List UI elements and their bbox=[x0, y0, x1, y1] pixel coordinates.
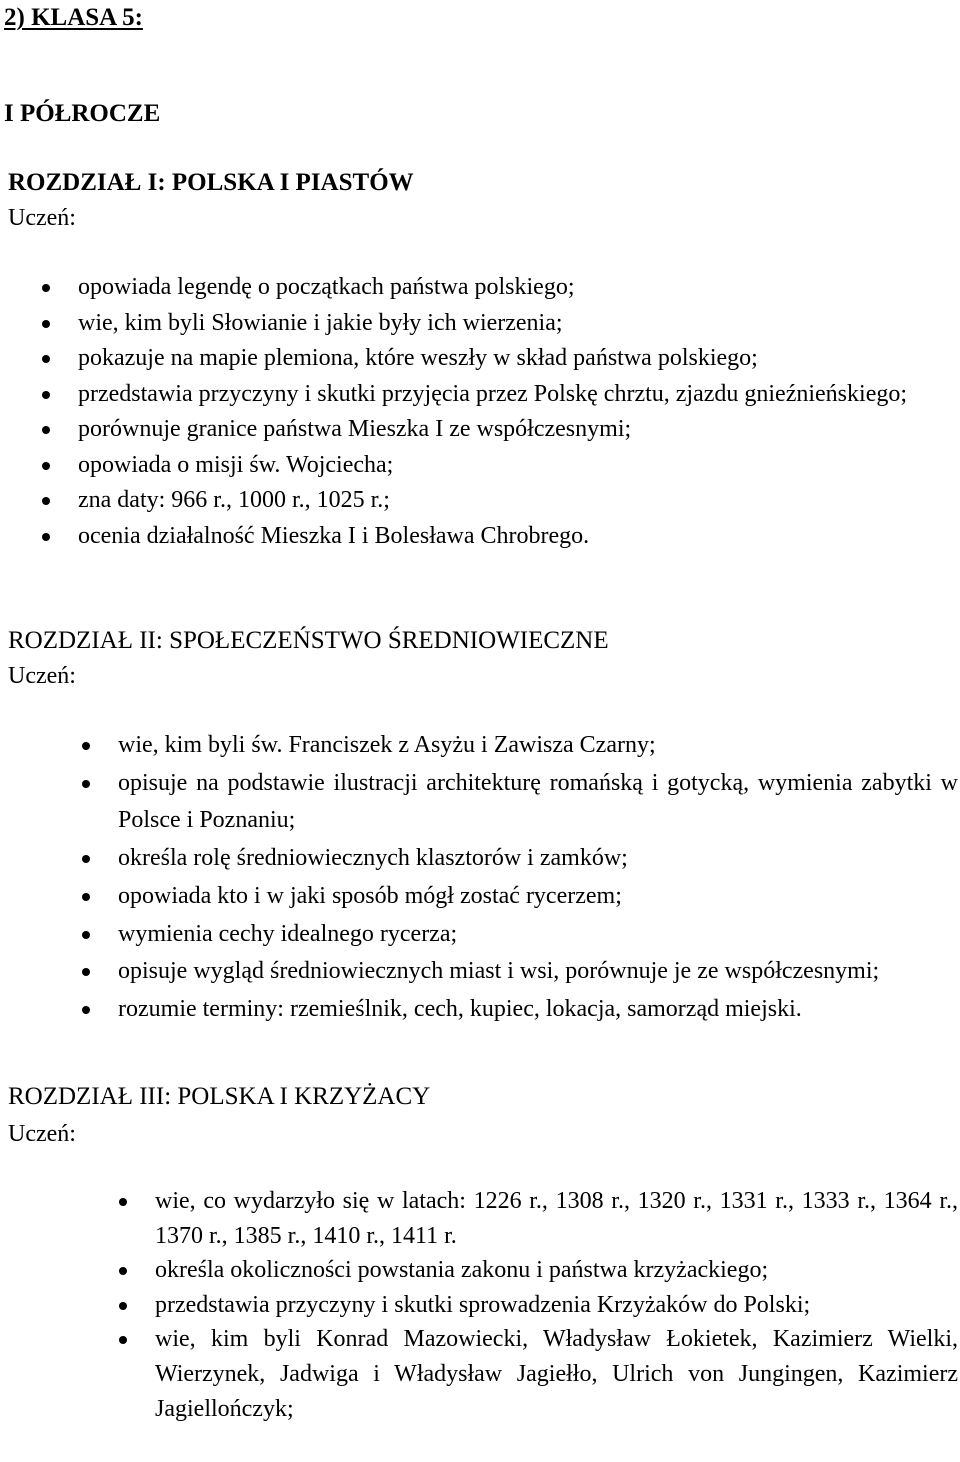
list-item: wie, kim byli Słowianie i jakie były ich wierzenia; bbox=[78, 306, 958, 342]
list-item: wie, co wydarzyło się w latach: 1226 r., 1308 r., 1320 r., 1331 r., 1333 r., 1364 r., 1370 r., 1385 r., 1410 r., 1411 r. bbox=[155, 1184, 958, 1253]
list-item: wie, kim byli św. Franciszek z Asyżu i Zawisza Czarny; bbox=[118, 727, 958, 765]
list-item: rozumie terminy: rzemieślnik, cech, kupiec, lokacja, samorząd miejski. bbox=[118, 991, 958, 1029]
list-item: opowiada o misji św. Wojciecha; bbox=[78, 448, 958, 484]
list-item: wie, kim byli Konrad Mazowiecki, Władysław Łokietek, Kazimierz Wielki, Wierzynek, Jadwiga i Władysław Jagiełło, Ulrich von Jungingen, Kazimierz Jagiellończyk; bbox=[155, 1322, 958, 1426]
list-item: wymienia cechy idealnego rycerza; bbox=[118, 916, 958, 954]
class-heading: 2) KLASA 5: bbox=[4, 4, 143, 31]
chapter-2-student-label: Uczeń: bbox=[8, 663, 76, 689]
list-item: opisuje na podstawie ilustracji architekturę romańską i gotycką, wymienia zabytki w Polsce i Poznaniu; bbox=[118, 765, 958, 840]
chapter-3-title: ROZDZIAŁ III: POLSKA I KRZYŻACY bbox=[8, 1083, 431, 1110]
chapter-1-list bbox=[78, 270, 958, 554]
chapter-1-student-label: Uczeń: bbox=[8, 205, 76, 231]
list-item: przedstawia przyczyny i skutki przyjęcia przez Polskę chrztu, zjazdu gnieźnieńskiego; bbox=[78, 377, 958, 413]
chapter-1-title: ROZDZIAŁ I: POLSKA I PIASTÓW bbox=[8, 169, 414, 196]
chapter-2-title: ROZDZIAŁ II: SPOŁECZEŃSTWO ŚREDNIOWIECZNE bbox=[8, 627, 609, 654]
list-item: ocenia działalność Mieszka I i Bolesława Chrobrego. bbox=[78, 519, 958, 555]
list-item: opowiada kto i w jaki sposób mógł zostać rycerzem; bbox=[118, 878, 958, 916]
chapter-3-student-label: Uczeń: bbox=[8, 1121, 76, 1147]
chapter-3-list bbox=[155, 1184, 958, 1426]
list-item: zna daty: 966 r., 1000 r., 1025 r.; bbox=[78, 483, 958, 519]
list-item: określa okoliczności powstania zakonu i państwa krzyżackiego; bbox=[155, 1253, 958, 1288]
list-item: określa rolę średniowiecznych klasztorów i zamków; bbox=[118, 840, 958, 878]
list-item: porównuje granice państwa Mieszka I ze współczesnymi; bbox=[78, 412, 958, 448]
chapter-2-list bbox=[118, 727, 958, 1029]
list-item: przedstawia przyczyny i skutki sprowadzenia Krzyżaków do Polski; bbox=[155, 1288, 958, 1323]
list-item: pokazuje na mapie plemiona, które weszły w skład państwa polskiego; bbox=[78, 341, 958, 377]
list-item: opowiada legendę o początkach państwa polskiego; bbox=[78, 270, 958, 306]
list-item: opisuje wygląd średniowiecznych miast i wsi, porównuje je ze współczesnymi; bbox=[118, 953, 958, 991]
semester-heading: I PÓŁROCZE bbox=[4, 100, 161, 127]
